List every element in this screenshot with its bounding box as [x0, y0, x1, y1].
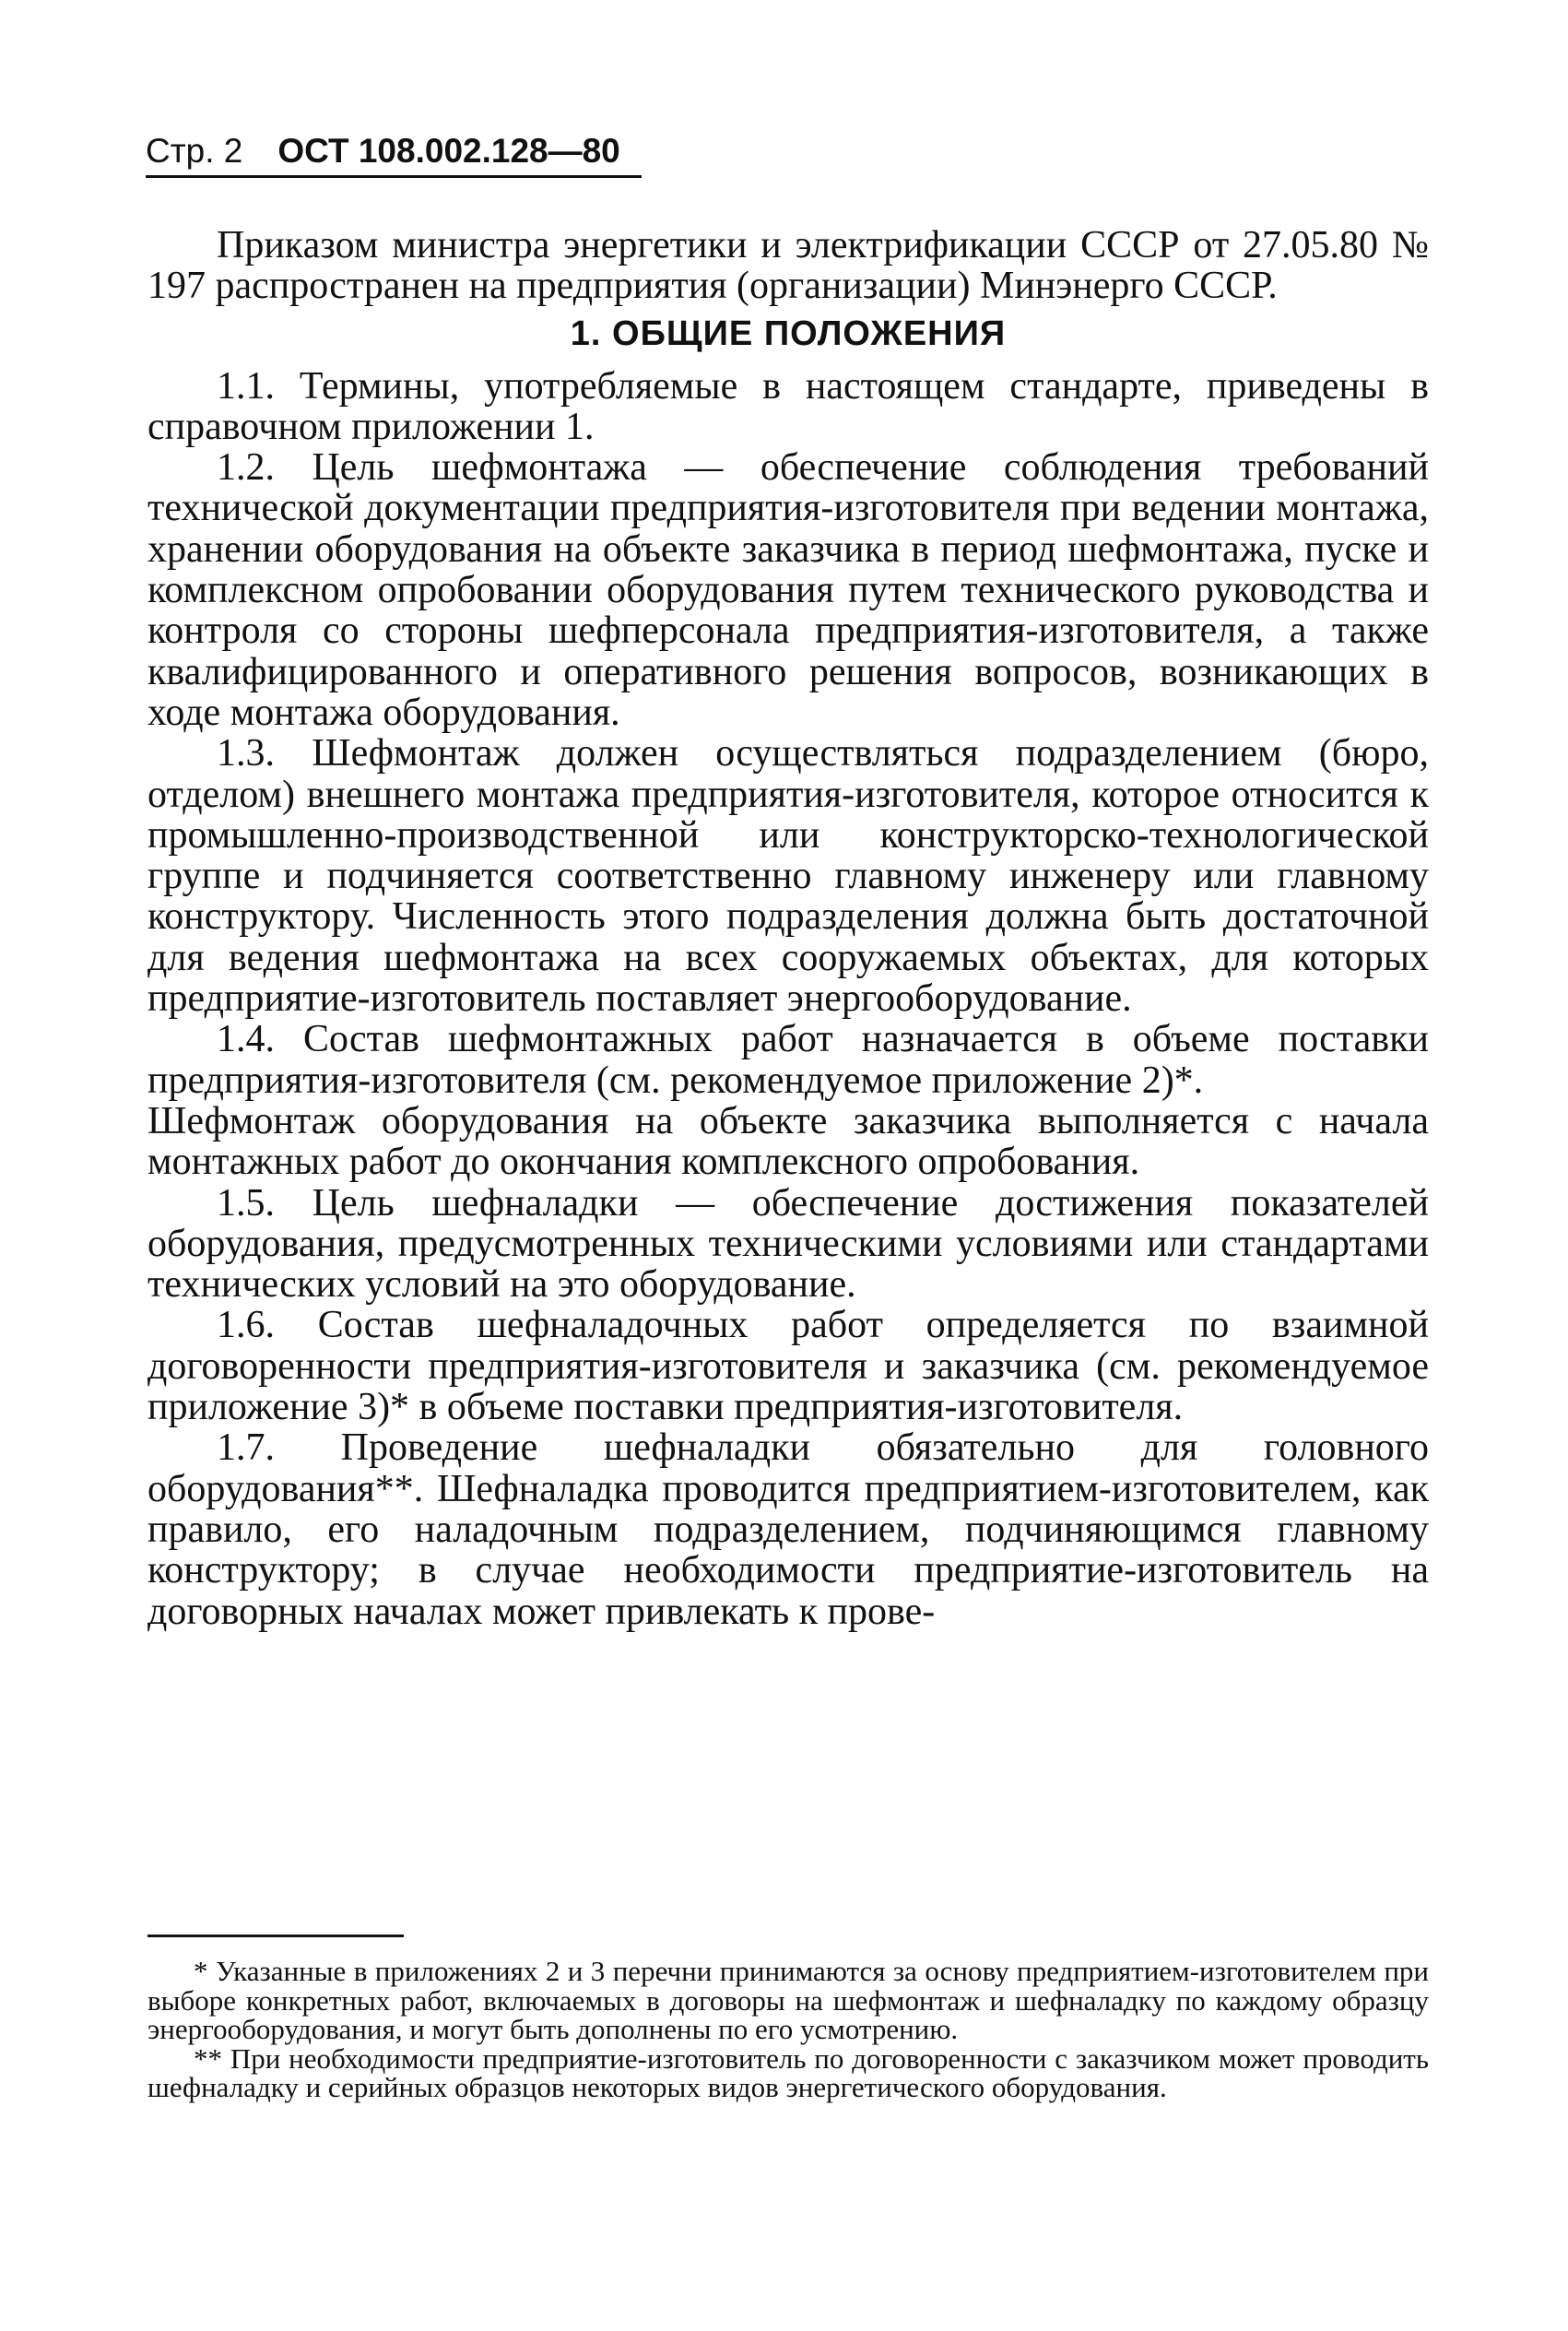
section-title: 1. ОБЩИЕ ПОЛОЖЕНИЯ: [570, 314, 1007, 353]
footnote-1: * Указанные в приложениях 2 и 3 перечни принимаются за основу предприятием-изготовителем при выборе конкретных работ, включаемых в договоры на шефмонтаж и шефналадку по каждому образцу энергооборудования, и могут быть дополнены по его усмотрению.: [147, 1955, 1429, 2045]
page-header: [146, 131, 620, 172]
main-text: [147, 225, 1429, 1632]
paragraph-shefmontazh-period: Шефмонтаж оборудования на объекте заказчика выполняется с начала монтажных работ до окончания комплексного опробования.: [147, 1099, 1429, 1184]
paragraph-1-1: 1.1. Термины, употребляемые в настоящем стандарте, приведены в справочном приложении 1.: [147, 364, 1429, 448]
header-underline: [146, 175, 642, 178]
standard-code: ОСТ 108.002.128—80: [277, 132, 620, 170]
page-number-label: Стр. 2: [146, 132, 243, 170]
paragraph-1-2: 1.2. Цель шефмонтажа — обеспечение соблюдения требований технической документации предприятия-изготовителя при ведении монтажа, хранении оборудования на объекте заказчика в период шефмонтажа, пуске и комплексном опробовании оборудования путем технического руководства и контроля со стороны шефперсонала предприятия-изготовителя, а также квалифицированного и оперативного решения вопросов, возникающих в ходе монтажа оборудования.: [147, 446, 1429, 734]
footnote-2: ** При необходимости предприятие-изготовитель по договоренности с заказчиком может проводить шефналадку и серийных образцов некоторых видов энергетического оборудования.: [147, 2041, 1429, 2103]
paragraph-1-7: 1.7. Проведение шефналадки обязательно для головного оборудования**. Шефналадка проводится предприятием-изготовителем, как правило, его наладочным подразделением, подчиняющимся главному конструктору; в случае необходимости предприятие-изготовитель на договорных началах может привлекать к прове-: [147, 1426, 1429, 1633]
intro-paragraph: Приказом министра энергетики и электрификации СССР от 27.05.80 № 197 распространен на предприятия (организации) Минэнерго СССР.: [147, 224, 1429, 308]
paragraph-1-3: 1.3. Шефмонтаж должен осуществляться подразделением (бюро, отделом) внешнего монтажа предприятия-изготовителя, которое относится к промышленно-производственной или конструкторско-технологической группе и подчиняется соответственно главному инженеру или главному конструктору. Численность этого подразделения должна быть достаточной для ведения шефмонтажа на всех сооружаемых объектах, для которых предприятие-изготовитель поставляет энергооборудование.: [147, 732, 1429, 1021]
paragraph-1-6: 1.6. Состав шефналадочных работ определяется по взаимной договоренности предприятия-изготовителя и заказчика (см. рекомендуемое приложение 3)* в объеме поставки предприятия-изготовителя.: [147, 1304, 1429, 1429]
paragraph-1-4: 1.4. Состав шефмонтажных работ назначается в объеме поставки предприятия-изготовителя (см. рекомендуемое приложение 2)*.: [147, 1018, 1429, 1102]
paragraph-1-5: 1.5. Цель шефналадки — обеспечение достижения показателей оборудования, предусмотренных техническими условиями или стандартами технических условий на это оборудование.: [147, 1181, 1429, 1307]
footnote-separator: [147, 1935, 404, 1937]
footnotes: [147, 1957, 1429, 2102]
